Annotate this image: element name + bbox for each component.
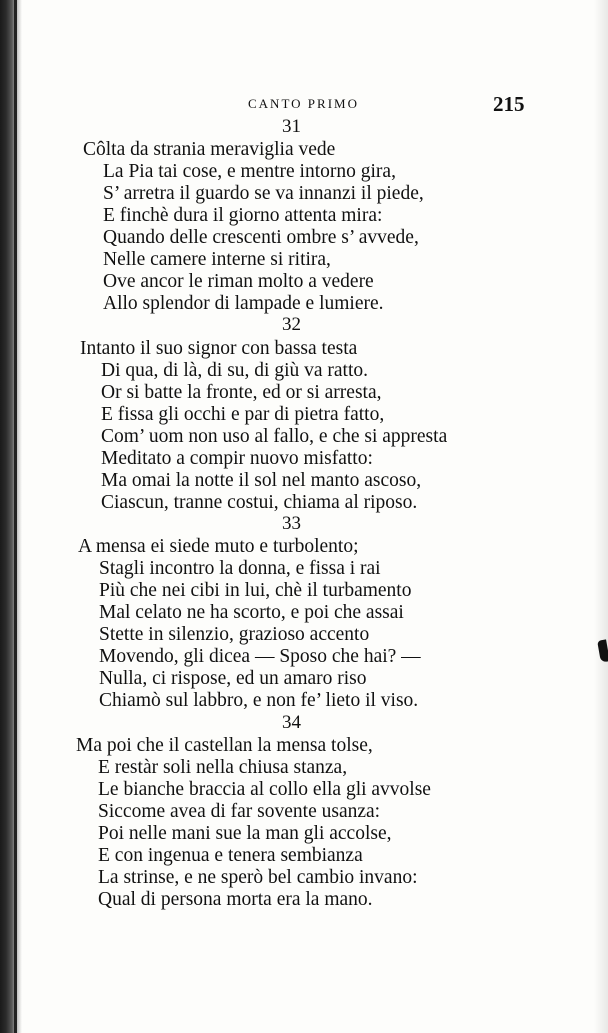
verse-line: Intanto il suo signor con bassa testa	[80, 338, 358, 359]
verse-line: E restàr soli nella chiusa stanza,	[98, 757, 348, 778]
verse-line: Stette in silenzio, grazioso accento	[99, 624, 370, 645]
verse-line: Siccome avea di far sovente usanza:	[98, 801, 381, 822]
verse-line: E con ingenua e tenera sembianza	[98, 845, 363, 866]
verse-line: Nulla, ci rispose, ed un amaro riso	[99, 668, 367, 689]
verse-line: Più che nei cibi in lui, chè il turbamento	[99, 580, 412, 601]
verse-line: Quando delle crescenti ombre s’ avvede,	[103, 227, 419, 248]
stanza-number: 33	[282, 513, 301, 534]
verse-line: Qual di persona morta era la mano.	[98, 889, 373, 910]
running-title: CANTO PRIMO	[248, 96, 359, 111]
verse-line: Stagli incontro la donna, e fissa i rai	[99, 558, 381, 579]
verse-line: Le bianche braccia al collo ella gli avvolse	[98, 779, 431, 800]
verse-line: Ma poi che il castellan la mensa tolse,	[76, 735, 373, 756]
verse-line: Chiamò sul labbro, e non fe’ lieto il viso.	[99, 690, 419, 711]
verse-line: E finchè dura il giorno attenta mira:	[103, 205, 383, 226]
verse-line: A mensa ei siede muto e turbolento;	[78, 536, 359, 557]
verse-line: Or si batte la fronte, ed or si arresta,	[101, 382, 382, 403]
stanza-number: 34	[282, 712, 301, 733]
stanza-number: 31	[282, 116, 301, 137]
verse-line: Allo splendor di lampade e lumiere.	[103, 293, 384, 314]
verse-line: Nelle camere interne si ritira,	[103, 249, 331, 270]
page-number: 215	[493, 92, 525, 116]
verse-line: La strinse, e ne sperò bel cambio invano:	[98, 867, 418, 888]
stanza-number: 32	[282, 314, 301, 335]
verse-line: Mal celato ne ha scorto, e poi che assai	[99, 602, 404, 623]
verse-line: Ove ancor le riman molto a vedere	[103, 271, 374, 292]
verse-line: Ma omai la notte il sol nel manto ascoso,	[101, 470, 422, 491]
verse-line: Movendo, gli dicea — Sposo che hai? —	[99, 646, 421, 667]
verse-line: Ciascun, tranne costui, chiama al riposo.	[101, 492, 418, 513]
verse-line: Com’ uom non uso al fallo, e che si appresta	[101, 426, 448, 447]
verse-line: S’ arretra il guardo se va innanzi il piede,	[103, 183, 424, 204]
verse-line: E fissa gli occhi e par di pietra fatto,	[101, 404, 385, 425]
verse-line: Meditato a compir nuovo misfatto:	[101, 448, 373, 469]
verse-line: Di qua, di là, di su, di giù va ratto.	[101, 360, 369, 381]
verse-line: Poi nelle mani sue la man gli accolse,	[98, 823, 392, 844]
verse-line: La Pia tai cose, e mentre intorno gira,	[103, 161, 396, 182]
verse-line: Côlta da strania meraviglia vede	[83, 139, 336, 160]
